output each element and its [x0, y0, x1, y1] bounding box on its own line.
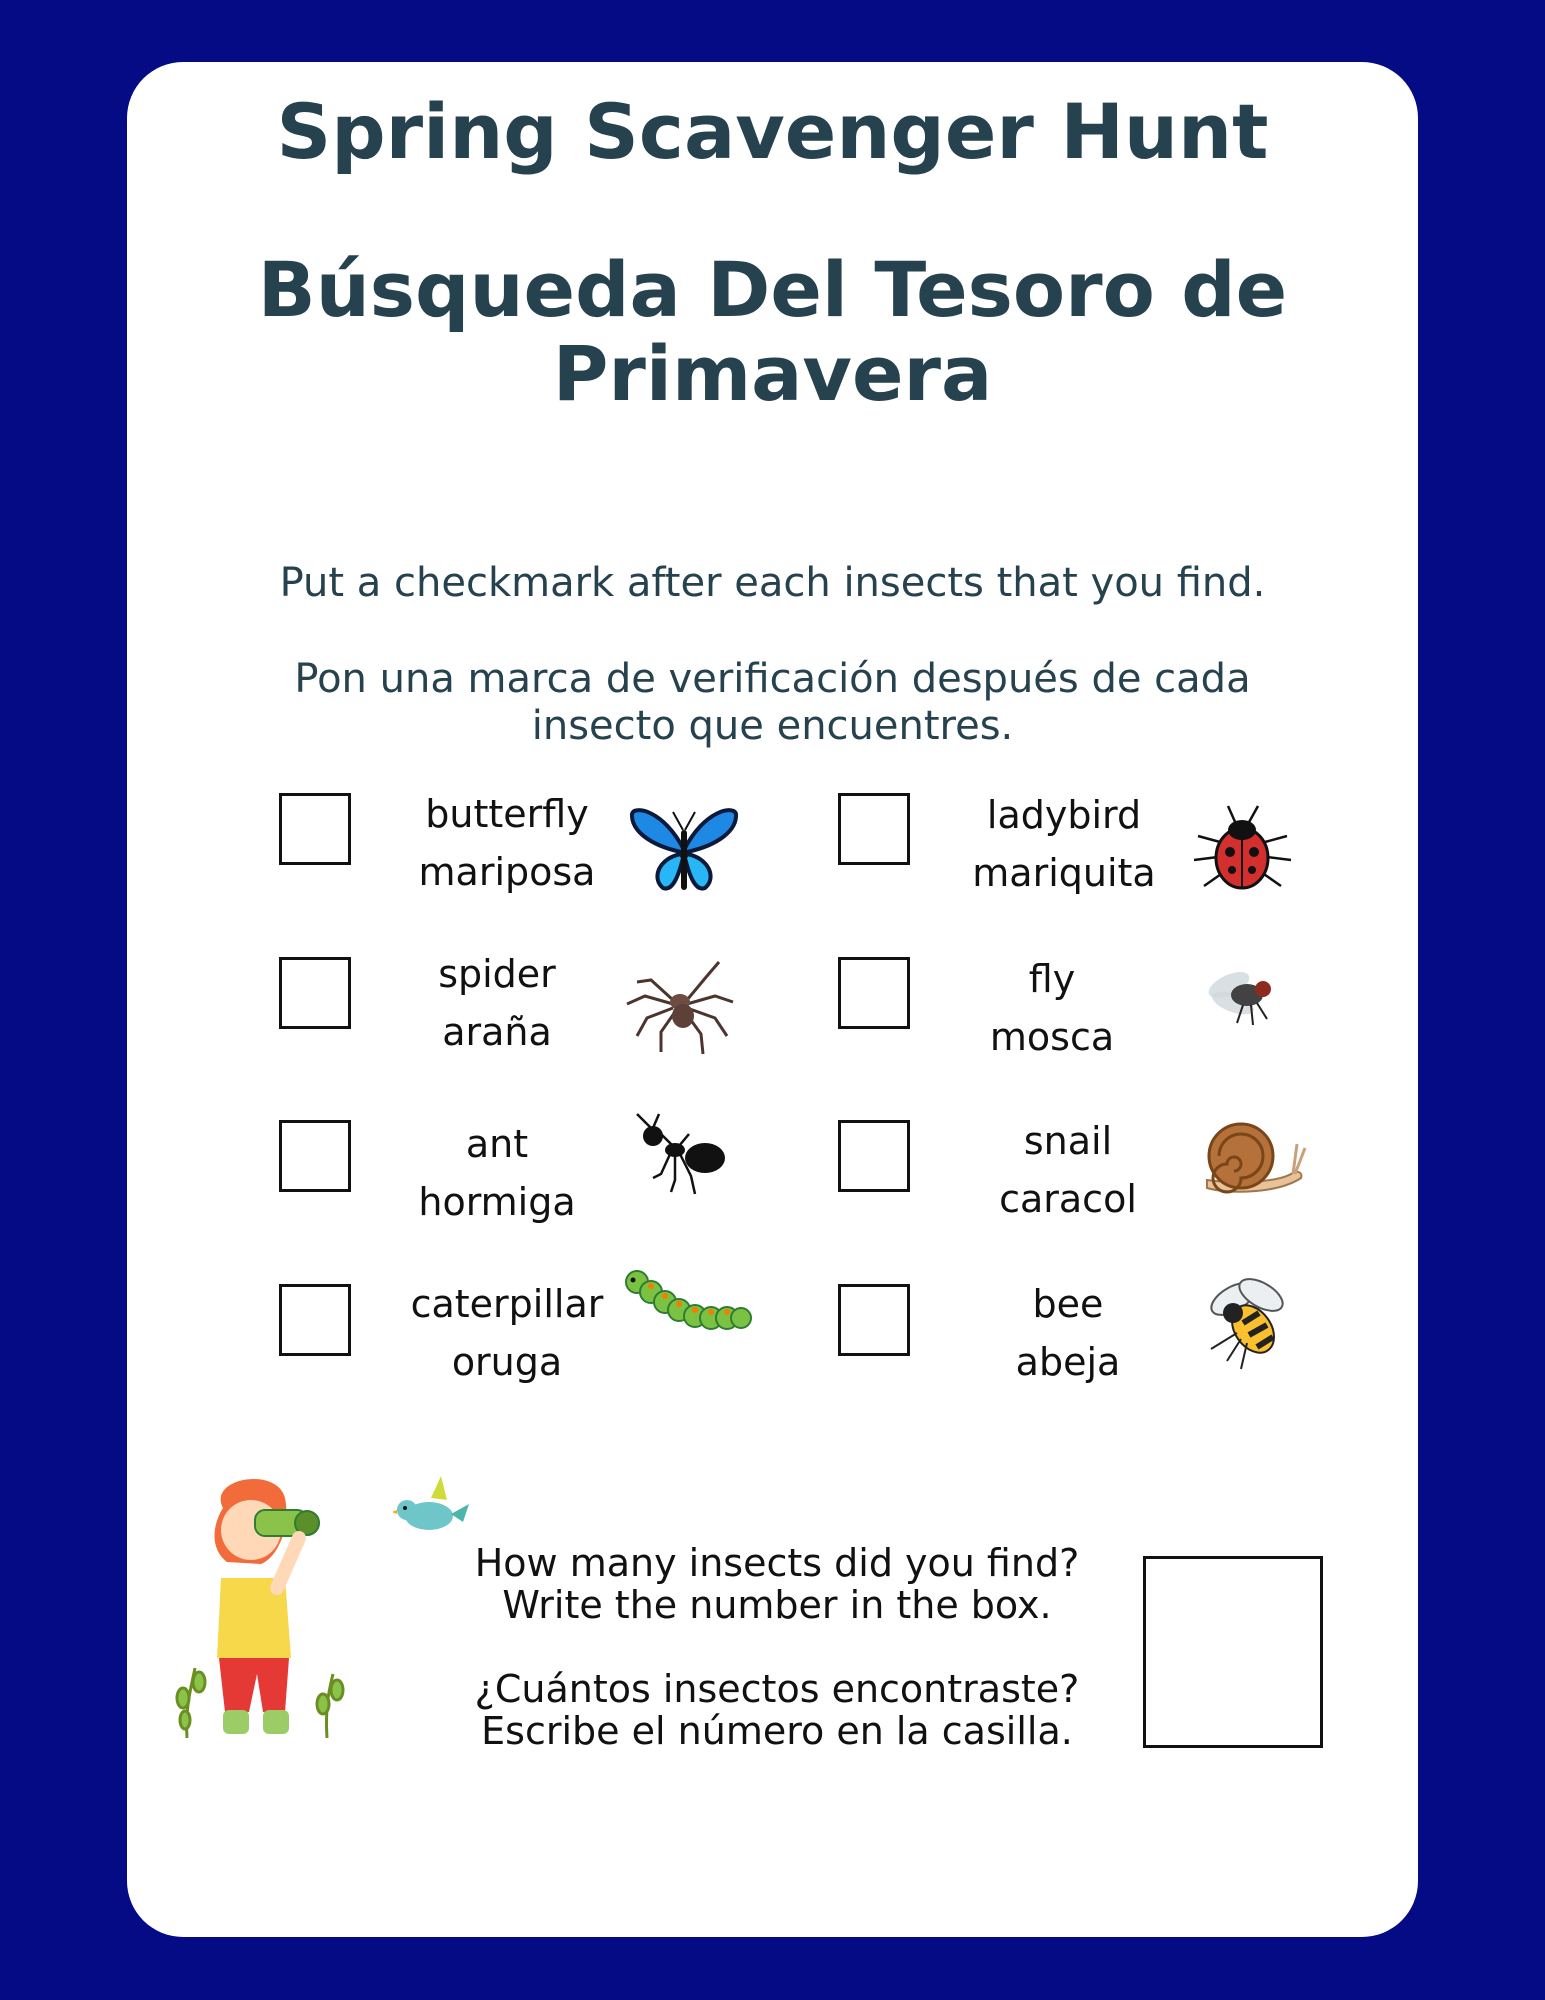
checkbox-fly[interactable]	[838, 957, 910, 1029]
instructions-spanish-line1: Pon una marca de verificación después de cada	[294, 656, 1251, 702]
item-label-en: ladybird	[986, 793, 1142, 837]
answer-number-box[interactable]	[1143, 1556, 1323, 1748]
item-label-en: spider	[438, 952, 556, 996]
item-label-en: caterpillar	[410, 1282, 604, 1326]
caterpillar-icon	[623, 1268, 753, 1342]
item-label-en: snail	[1023, 1119, 1113, 1163]
title-spanish-line1: Búsqueda Del Tesoro de	[257, 245, 1288, 334]
question-spanish-line1: ¿Cuántos insectos encontraste?	[474, 1667, 1080, 1711]
title-spanish	[127, 245, 1418, 418]
checkbox-ladybird[interactable]	[838, 793, 910, 865]
item-label-es: hormiga	[418, 1180, 576, 1224]
worksheet-card	[127, 62, 1418, 1937]
question-english	[427, 1542, 1127, 1626]
bee-icon	[1197, 1273, 1297, 1373]
title-spanish-line2: Primavera	[552, 329, 993, 418]
item-label-en: ant	[465, 1122, 529, 1166]
title-english: Spring Scavenger Hunt	[276, 87, 1269, 176]
checkbox-ant[interactable]	[279, 1120, 351, 1192]
item-ladybird	[949, 786, 1179, 902]
question-english-line2: Write the number in the box.	[502, 1583, 1052, 1627]
item-label-es: abeja	[1015, 1340, 1121, 1384]
item-bee	[953, 1275, 1183, 1391]
item-label-en: bee	[1032, 1282, 1104, 1326]
item-butterfly	[392, 785, 622, 901]
checkbox-snail[interactable]	[838, 1120, 910, 1192]
item-ant	[382, 1115, 612, 1231]
item-spider	[382, 945, 612, 1061]
item-label-es: mariquita	[972, 851, 1156, 895]
item-label-es: araña	[442, 1010, 552, 1054]
item-label-es: mariposa	[418, 850, 596, 894]
instructions-english: Put a checkmark after each insects that you find.	[279, 560, 1266, 606]
item-label-es: caracol	[999, 1177, 1137, 1221]
instructions-spanish	[127, 656, 1418, 750]
snail-icon	[1197, 1114, 1309, 1200]
checkbox-spider[interactable]	[279, 957, 351, 1029]
checkbox-caterpillar[interactable]	[279, 1284, 351, 1356]
instructions-spanish-line2: insecto que encuentres.	[531, 703, 1014, 749]
item-label-es: mosca	[989, 1015, 1115, 1059]
checkbox-butterfly[interactable]	[279, 793, 351, 865]
item-caterpillar	[392, 1275, 622, 1391]
item-label-es: oruga	[451, 1340, 563, 1384]
item-label-en: fly	[1028, 957, 1076, 1001]
fly-icon	[1203, 955, 1279, 1031]
bird-icon	[393, 1476, 471, 1542]
ant-icon	[631, 1112, 731, 1202]
checkbox-bee[interactable]	[838, 1284, 910, 1356]
ladybird-icon	[1190, 802, 1295, 907]
question-english-line1: How many insects did you find?	[474, 1541, 1080, 1585]
girl-with-binoculars-illustration	[167, 1468, 347, 1748]
item-snail	[953, 1112, 1183, 1228]
item-label-en: butterfly	[425, 792, 589, 836]
question-spanish	[427, 1668, 1127, 1752]
question-spanish-line2: Escribe el número en la casilla.	[481, 1709, 1073, 1753]
item-fly	[937, 950, 1167, 1066]
spider-icon	[623, 952, 738, 1057]
butterfly-icon	[629, 800, 739, 900]
